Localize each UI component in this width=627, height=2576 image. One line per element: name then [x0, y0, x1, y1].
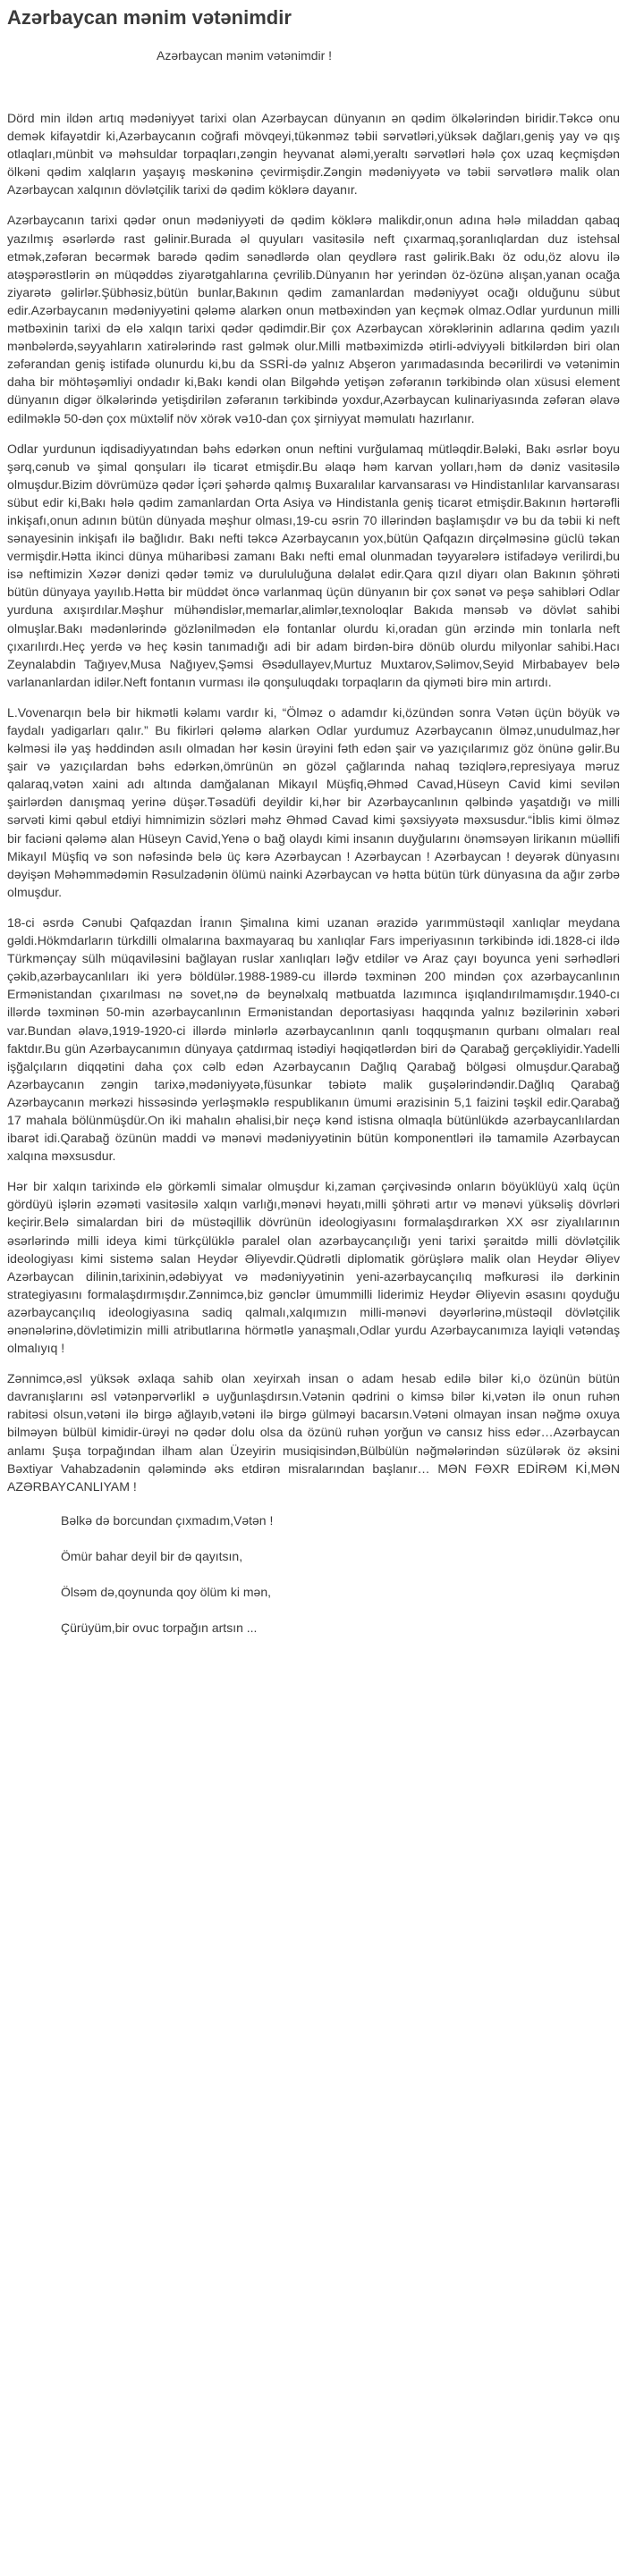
paragraph-poets: L.Vovenarqın belə bir hikmətli kəlamı vardır ki, “Ölməz o adamdır ki,özündən sonra Vətən üçün böyük və faydalı yadigarları qalır.” Bu fikirləri qələmə alarkən Odlar yurdumuz Azərbaycanın ölməz,unudulmaz,hər kəlməsi ilə yaş həddindən asılı olmadan hər kəsin ürəyini fəth edən şair və yazıçılarımız göz önünə gəlir.Bu şair və yazıçılardan bəhs edərkən,ömrünün ən gözəl çağlarında nahaq təziqlərə,represiyaya məruz qalaraq,vətən xaini adı altında damğalanan Mikayıl Müşfiq,Əhməd Cavad,Hüseyn Cavid kimi sevilən şairlərdən danışmaq yerinə düşər.Təsadüfi deyildir ki,hər bir Azərbaycanlının qəlbində yaşatdığı və milli sərvəti kimi qəbul etdiyi himnimizin sözləri məhz Əhməd Cavad kimi şəxsiyyətə məxsusdur.“İblis kimi ölməz bir faciəni qələmə alan Hüseyn Cavid,Yenə o bağ olaydı kimi insanın duyğularını önəmsəyən lirikanın müəllifi Mikayıl Müşfiq və son nəfəsində belə üç kərə Azərbaycan ! Azərbaycan ! Azərbaycan ! deyərək dünyasını dəyişən Məhəmmədəmin Rəsulzadənin ölümü nainki Azərbaycan və hətta bütün türk dünyasına da ağır zərbə olmuşdur.	[7, 704, 620, 899]
poem-line: Bəlkə də borcundan çıxmadım,Vətən !	[61, 1512, 274, 1528]
page-subtitle: Azərbaycan mənim vətənimdir !	[157, 48, 333, 63]
paragraph-leaders: Hər bir xalqın tarixində elə görkəmli simalar olmuşdur ki,zaman çərçivəsində onların böyüklüyü xalq üçün gördüyü işlərin əzəməti vasitəsilə xalqın varlığı,mənəvi həyatı,milli şöhrəti artır və mənəvi yüksəliş dövrləri keçirir.Belə simalardan biri də müstəqillik dövrünün ideologiyasını formalaşdırarkən XX əsr ziyalılarının əsərlərində milli ideya kimi türkçülüklə paralel olan azərbaycançılığı yeni tarixi şəraitdə milli dövlətçilik ideologiyası kimi sistemə salan Heydər Əliyevdir.Qüdrətli diplomatik görüşlərə malik olan Heydər Əliyev Azərbaycan dilinin,tarixinin,ədəbiyyat və mədəniyyətinin yeni-azərbaycançılıq məfkurəsi ilə dərkinin strategiyasını formalaşdırmışdır.Zənnimcə,biz gənclər ümummilli liderimiz Heydər Əliyevin əsasını qoyduğu azərbaycançılıq ideologiyasına sadiq qalmalı,xalqımızın milli-mənəvi dəyərlərinə,müstəqil dövlətçilik ənənələrinə,dövlətimizin milli atributlarına hörmətlə yanaşmalı,Odlar yurdu Azərbaycanımıza layiqli vətəndaş olmalıyıq !	[7, 1179, 620, 1356]
page-title: Azərbaycan mənim vətənimdir	[7, 6, 292, 29]
paragraph-oil: Odlar yurdunun iqdisadiyyatından bəhs edərkən onun neftini vurğulamaq mütləqdir.Bələki, Bakı əsrlər boyu şərq,cənub və şimal qonşuları ilə ticarət etmişdir.Bu əlaqə həm karvan yolları,həm də dəniz vasitəsilə olmuşdur.Bizim dövrümüzə qədər İçəri şəhərdə qalmış Buxaralılar karvansarası və Hindistanlılar karvansarası sübut edir ki,Bakı hələ qədim zamanlardan Orta Asiya və Hindistanla geniş ticarət etmişdir.Bakının hərtərəfli inkişafı,onun adının bütün dünyada məşhur olması,19-cu əsrin 70 illərindən başlamışdır və bu da təbii ki neft sənayesinin inkişafı ilə bağlıdır. Bakı nefti təkcə Azərbaycanın yox,bütün Qafqazın dirçəlməsinə güclü təkan vermişdir.Hətta ikinci dünya müharibəsi zamanı Bakı nefti emal olunmadan təyyarələrə istifadəyə verilirdi,bu isə neftimizin Xəzər dənizi qədər təmiz və durululuğuna dəlalət edir.Qara qızıl diyarı olan Bakının şöhrəti bütün dünyaya yayılıb.Hətta bir müddət öncə varlanmaq üçün dünyanın bir çox sənət və peşə sahibləri Odlar yurduna axışırdılar.Məşhur mühəndislər,memarlar,alimlər,texnoloqlar Bakıda mənsəb və dövlət sahibi olmuşlar.Bakı mədənlərində gözlənilmədən elə fontanlar olurdu ki,oradan gün ərzində min tonlarla neft çıxarılırdı.Heç yerdə və heç kəsin tanımadığı adi bir adam birdən-birə dönüb olurdu milyonlar sahibi.Hacı Zeynalabdin Tağıyev,Musa Nağıyev,Şəmsi Əsədullayev,Murtuz Muxtarov,Səlimov,Seyid Mirbabayev belə varlananlardan idilər.Neft fontanın vurması ilə qonşuluqdakı torpaqların da qiyməti birə min artırdı.	[7, 441, 620, 689]
poem-line: Ömür bahar deyil bir də qayıtsın,	[61, 1548, 243, 1563]
poem-block	[61, 1508, 620, 1637]
poem-line: Ölsəm də,qoynunda qoy ölüm ki mən,	[61, 1584, 272, 1599]
poem-line: Çürüyüm,bir ovuc torpağın artsın ...	[61, 1620, 258, 1635]
article-body	[7, 109, 620, 1495]
paragraph-history: 18-ci əsrdə Cənubi Qafqazdan İranın Şimalına kimi uzanan ərazidə yarımmüstəqil xanlıqlar meydana gəldi.Hökmdarların türkdilli olmalarına baxmayaraq bu xanlıqlar Fars imperiyasının tərkibində idi.1828-ci ildə Türkmənçay sülh müqaviləsini bağlayan ruslar xanlıqları ləğv etdilər və Araz çayı boyunca yeni sərhədləri çəkib,azərbaycanlıları iki yerə böldülər.1988-1989-cu illərdə təxminən 200 mindən çox azərbaycanlının Ermənistandan çıxarılması nə sovet,nə də beynəlxalq mətbuatda lazımınca işıqlandırılmamışdır.1940-cı illərdə təxminən 50-min azərbaycanlının Ermənistandan deportasiyası haqqında yalnız bəzilərinin xəbəri var.Bundan əlavə,1919-1920-ci illərdə minlərlə azərbaycanlının qanlı toqquşmanın qurbanı olmaları real faktdır.Bu gün Azərbaycanımın dünyaya çatdırmaq istədiyi həqiqətlərdən biri də Qarabağ gerçəkliyidir.Yadelli işğalçıların diqqətini daha çox cəlb edən Azərbaycanın Dağlıq Qarabağ bölgəsi olmuşdur.Qarabağ Azərbaycanın zəngin tarixə,mədəniyyətə,füsunkar təbiətə malik guşələrindəndir.Dağlıq Qarabağ Azərbaycanın mərkəzi hissəsində yerləşməklə respublikanın ümumi ərazisinin 5,1 faizini təşkil edir.Qarabağ 17 mahala bölünmüşdür.On iki mahalın əhalisi,bir neçə kənd istisna olmaqla bütünlükdə azərbaycanlılardan ibarət idi.Qarabağ özünün maddi və mənəvi mədəniyyətinin bütün komponentləri ilə tamamilə Azərbaycan xalqına məxsusdur.	[7, 914, 620, 1164]
paragraph-culture: Azərbaycanın tarixi qədər onun mədəniyyəti də qədim köklərə malikdir,onun adına hələ miladdan qabaq yazılmış əsərlərdə rast gəlinir.Burada əl quyuları vasitəsilə neft çıxarmaq,şoranlıqlardan duz istehsal etmək,zəfəran becərmək barədə qədim sənədlərdə olan qeydlərə rast gəlirik.Bakı öz odu,öz alovu ilə atəşpərəstlərin ən müqəddəs ziyarətgahlarına çevrilib.Dünyanın hər yerindən öz-özünə alışan,yanan ocağa ziyarətə gəlirlər.Şübhəsiz,bütün bunlar,Bakının qədim zamanlardan mədəniyyət ocağı olduğunu sübut edir.Azərbaycanın mədəniyyətini qələmə alarkən onun mətbəxindən yan keçmək olmaz.Odlar yurdunun milli mətbəxinin tarixi də elə xalqın tarixi qədər qədimdir.Bir çox Azərbaycan xörəklərinin adlarına qədim yazılı mənbələrdə,səyyahların xatirələrində rast gəlmək olur.Milli mətbəximizdə ətirli-ədviyyəli bitkilərdən biri olan zəfərandan geniş istifadə olunurdu ki,bu da SSRİ-də yalnız Abşeron yarımadasında becərilirdi və vətənimin daha bir möhtəşəmliyi ondadır ki,Bakı kəndi olan Bilgəhdə yetişən zəfəranın tərkibində olan xüsusi element dünyanın digər ölkələrində yetişdirilən zəfəranın tərkibində yoxdur,Azərbaycan kulinariyasında zəfəran əlavə edilməklə 50-dən çox müxtəlif növ xörək və10-dan çox şirniyyat məmulatı hazırlanır.	[7, 213, 620, 425]
paragraph-patriotism: Zənnimcə,əsl yüksək əxlaqa sahib olan xeyirxah insan o adam hesab edilə bilər ki,o özünün bütün davranışlarını əsl vətənpərvərlikl ə uyğunlaşdırsın.Vətənin qədrini o kimsə bilər ki,vətən ilə onun ruhən rabitəsi olsun,vətəni ilə birgə ağlayıb,vətəni ilə birgə gülməyi bacarsın.Vətəni olmayan insan nəğmə oxuya bilməyən bülbül kimidir-ürəyi nə qədər dolu olsa da özünü ruhən yorğun və cansız hiss edər…Azərbaycan anlamı Şuşa torpağından ilham alan Üzeyirin musiqisindən,Bülbülün nəğmələrindən süzülərək öz əksini Bəxtiyar Vahabzadənin qələmində əks etdirən misralarından başlanır… MƏN FƏXR EDİRƏM Kİ,MƏN AZƏRBAYCANLIYAM !	[7, 1371, 620, 1494]
paragraph-intro: Dörd min ildən artıq mədəniyyət tarixi olan Azərbaycan dünyanın ən qədim ölkələrindən biridir.Təkcə onu demək kifayətdir ki,Azərbaycanın coğrafi mövqeyi,tükənməz təbii sərvətləri,yüksək dağları,geniş yay və qış otlaqları,münbit və məhsuldar torpaqları,zəngin heyvanat aləmi,yeraltı sərvətləri hələ çox uzaq keçmişdən ölkəni qədim xalqların yaşayış məskəninə çevirmişdir.Zəngin mədəniyyətə və təbii sərvətlərə malik olan Azərbaycan xalqının dövlətçilik tarixi də qədim köklərə dayanır.	[7, 111, 620, 198]
